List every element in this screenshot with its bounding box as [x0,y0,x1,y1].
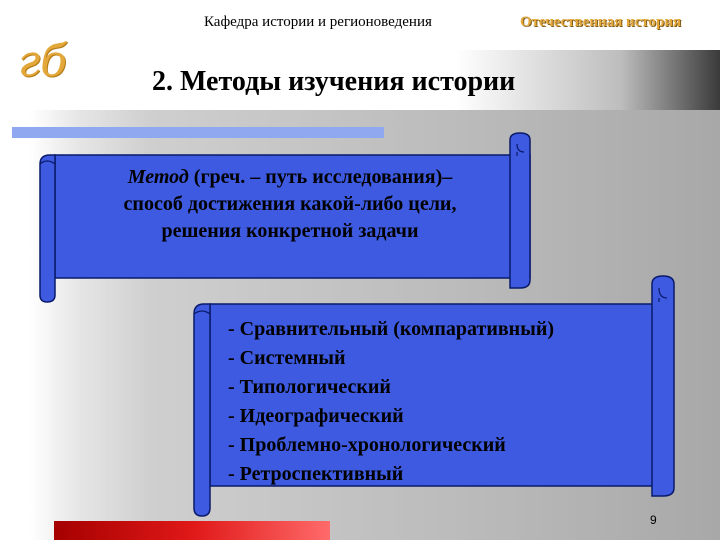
department-name: Кафедра истории и регионоведения [204,14,432,30]
definition-text [60,164,520,245]
list-item: - Сравнительный (компаративный) [228,318,554,340]
accent-bar-red [54,521,330,540]
list-item: - Идеографический [228,405,404,427]
list-item: - Типологический [228,376,391,398]
list-item: - Ретроспективный [228,463,404,485]
faculty-logo-icon: гб [18,36,68,87]
list-item: - Проблемно-хронологический [228,434,506,456]
list-item: - Системный [228,347,346,369]
page-number: 9 [650,513,657,527]
definition-term: Метод [127,166,189,188]
definition-line-3: решения конкретной задачи [161,220,419,242]
course-name: Отечественная история [520,14,682,30]
definition-line-2: способ достижения какой-либо цели, [123,193,457,215]
methods-list [228,315,554,489]
slide-title: 2. Методы изучения истории [152,66,516,97]
definition-line-1: (греч. – путь исследования)– [188,166,453,188]
